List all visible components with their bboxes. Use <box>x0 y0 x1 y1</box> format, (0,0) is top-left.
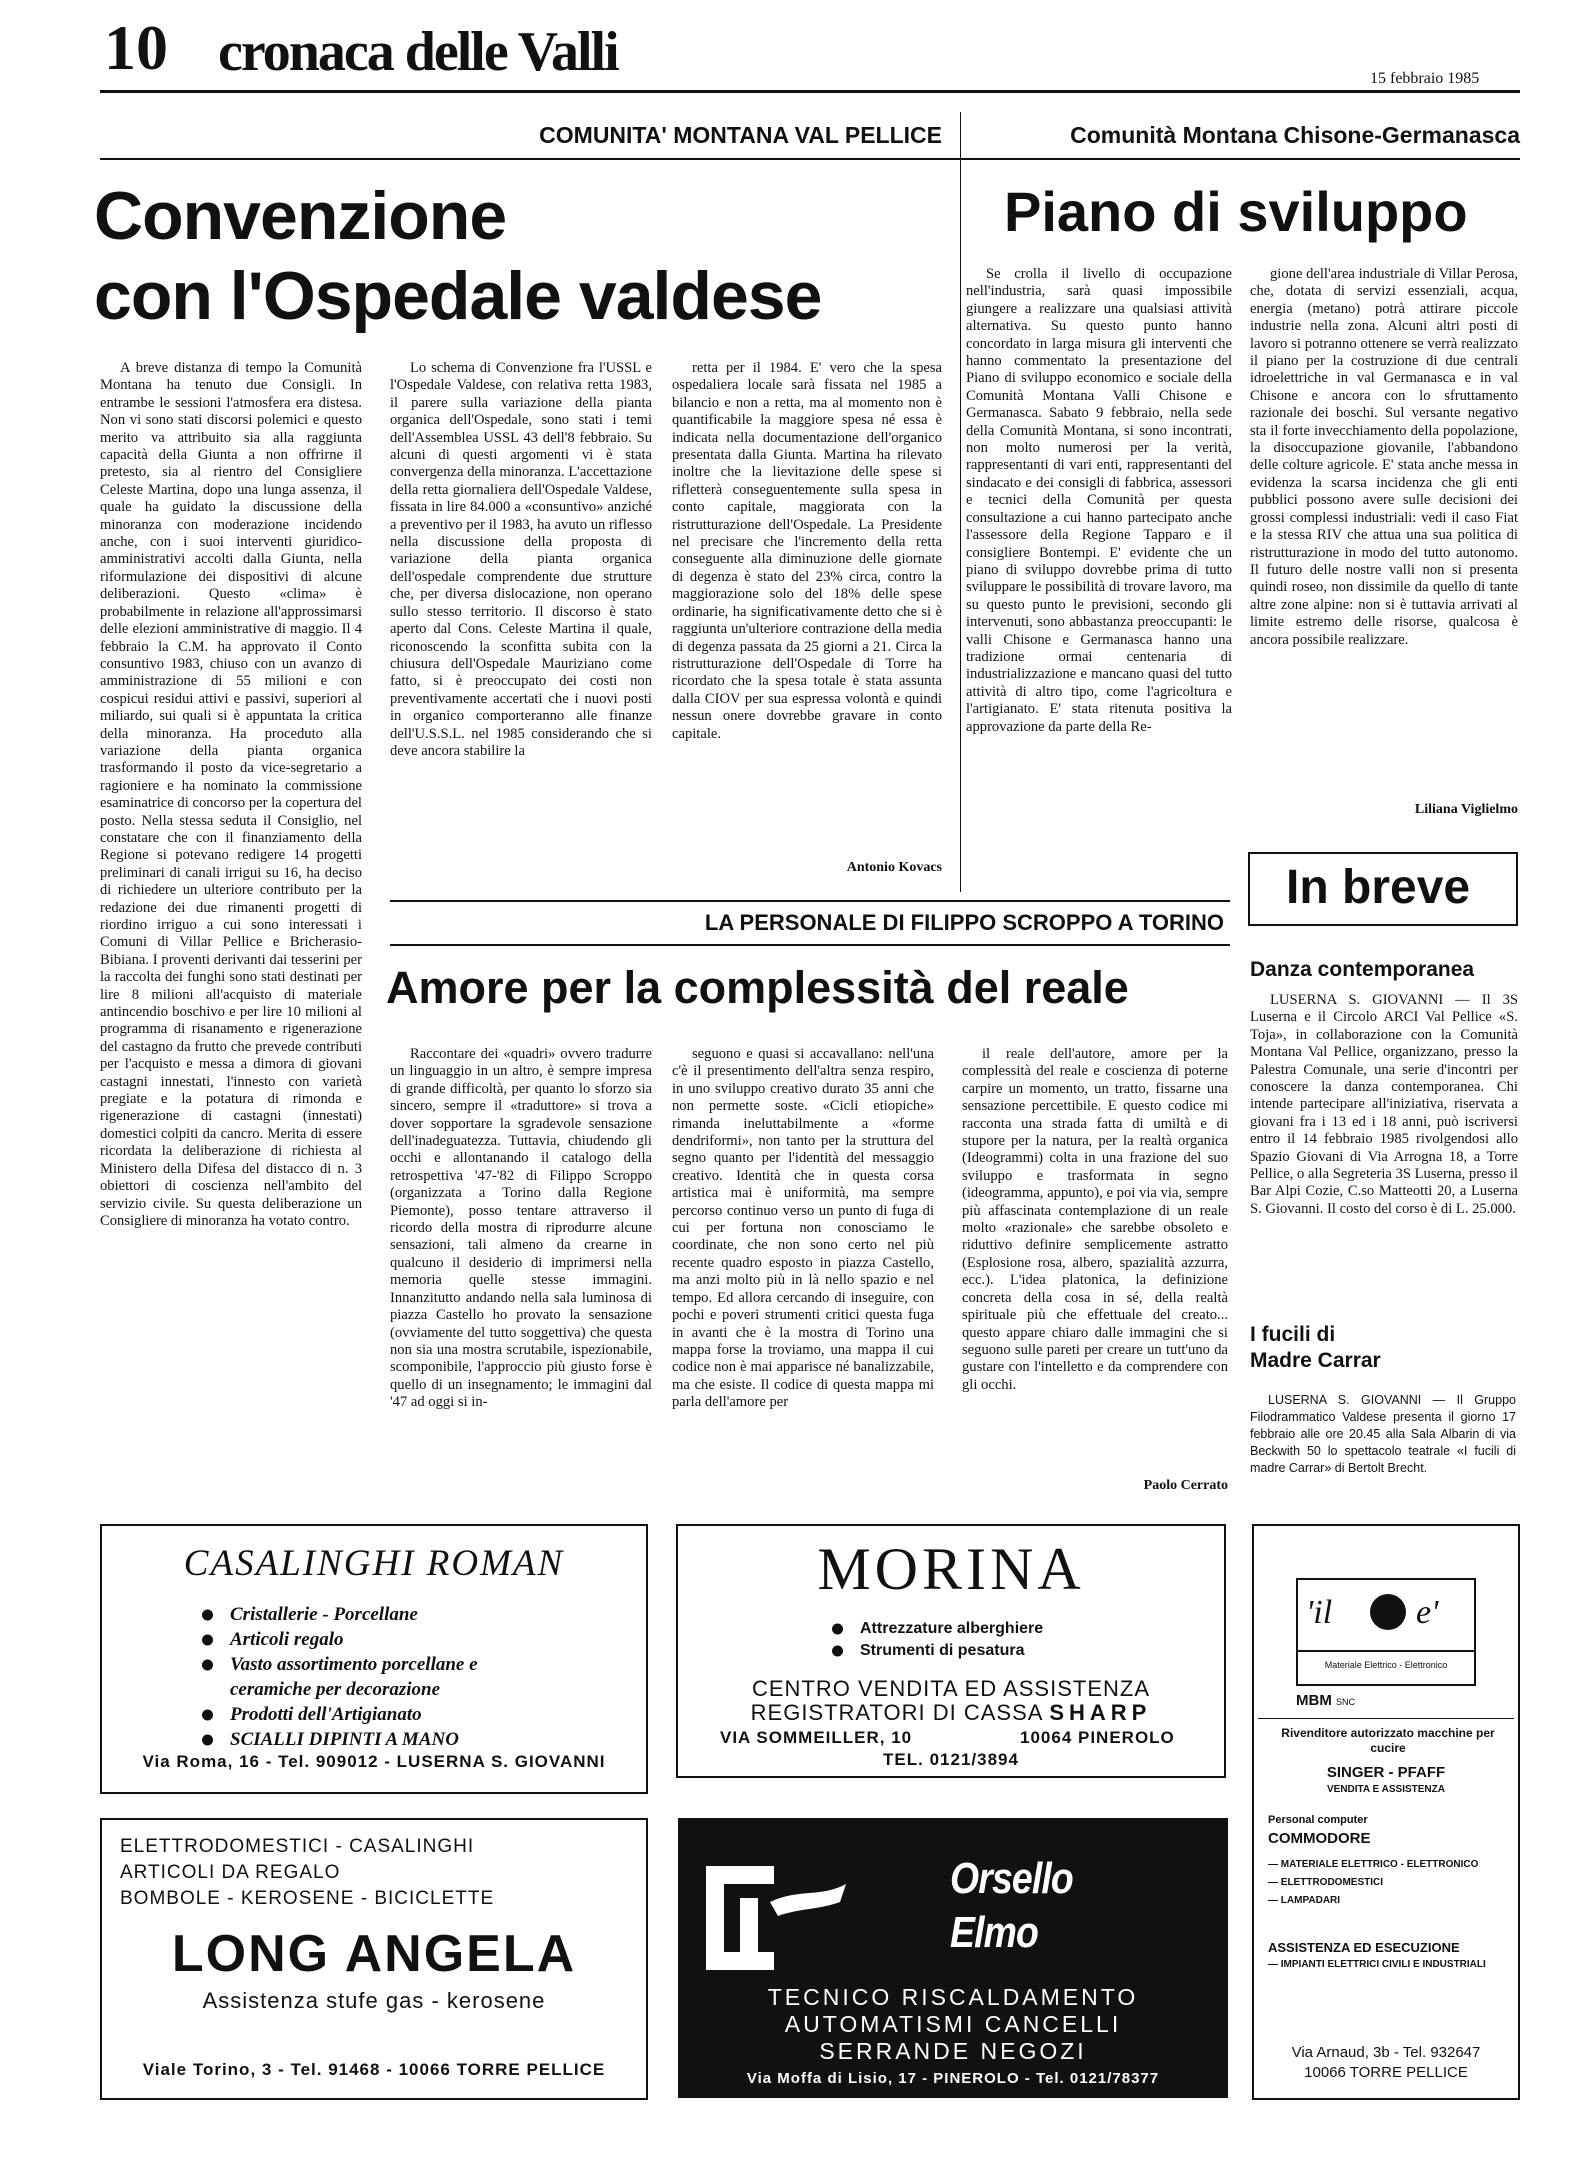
article3-col1-text: Raccontare dei «quadri» ovvero tradurre un linguaggio in un altro, è sempre impresa di grande difficoltà, per quanto lo sforzo sia sincero, sempre il «traduttore» si trova a dover sopportare la sgradevole sensazione dell'inadeguatezza. Tuttavia, chiudendo gli occhi e allontanando il catalogo della retrospettiva '47-'82 di Filippo Scroppo (organizzata a Torino dalla Regione Piemonte), posso tentare attraverso il ricordo della mostra di riprodurre alcune sensazioni, tali almeno da crearne in qualcuno il desiderio di imprimersi nella memoria quelle stesse immagini. Innanzitutto andando nella sala luminosa di piazza Castello ho provato la sensazione (ovviamente del tutto soggettiva) che questa non sia una mostra scrutabile, ispezionabile, scomponibile, l'approccio più giusto forse è quello di un insegnamento; le immagini dal '47 ad oggi si in- <box>390 1046 652 1411</box>
issue-date: 15 febbraio 1985 <box>1370 70 1480 87</box>
article3-col2-text: seguono e quasi si accavallano: nell'una c'è il presentimento dell'altra senza respiro, in uno sviluppo creativo durato 35 anni che non permette soste. «Cicli etiopiche» rimanda ineluttabilmente a «forme dendriformi», non tanto per la struttura del segno quanto per l'identità del messaggio creativo. Identità che in questa corsa artistica mai è uniformità, ma sempre percorso continuo verso un punto di fuga di cui per fortuna non conosciamo le coordinate, che non sono certo nel più recente quadro esposto in piazza Castello, ma anzi molto più in là nello spazio e nel tempo. Ed allora cercando di inseguire, con pochi e poveri strumenti critici questa fuga in avanti che è la mostra di Torino una mappa forse la troviamo, una mappa il cui codice non è mai apparisce né banalizzabile, ma che esiste. Il codice di questa mappa mi parla dell'amore per <box>672 1046 934 1411</box>
ad-morina-items <box>828 1618 1043 1662</box>
ad-casalinghi-item: Prodotti dell'Artigianato <box>198 1702 478 1727</box>
article1-headline-line1: Convenzione <box>94 178 507 254</box>
ad-casalinghi-item: Articoli regalo <box>198 1627 478 1652</box>
orsello-logo-icon <box>700 1858 850 1978</box>
ad-ile-pc-label: Personal computer <box>1268 1814 1368 1826</box>
ad-ile-singer: SINGER - PFAFF <box>1326 1764 1446 1781</box>
ad-orsello-name2: Elmo <box>950 1908 1039 1957</box>
ad-morina-sharp: SHARP <box>1049 1700 1152 1725</box>
article1-headline-line2: con l'Ospedale valdese <box>94 258 822 334</box>
ad-ile-logo-rule <box>1298 1650 1474 1652</box>
ad-casalinghi-item-cont: ceramiche per decorazione <box>230 1679 441 1700</box>
in-breve-item2-text: LUSERNA S. GIOVANNI — Il Gruppo Filodrammatico Valdese presenta il giorno 17 febbraio alle ore 20.45 alla Sala Albarin di via Beckwith 50 lo spettacolo teatrale «I fucili di madre Carrar» di Bertolt Brecht. <box>1250 1393 1516 1475</box>
ad-longangela-address: Viale Torino, 3 - Tel. 91468 - 10066 TORRE PELLICE <box>142 2060 606 2079</box>
article2-col2 <box>1250 266 1518 786</box>
kicker-rule <box>100 158 1520 160</box>
ad-casalinghi-items <box>198 1602 478 1752</box>
ad-orsello-line1: TECNICO RISCALDAMENTO <box>767 1984 1139 2010</box>
ad-ile-logo <box>1296 1578 1476 1686</box>
article3-author: Paolo Cerrato <box>1143 1478 1228 1493</box>
ad-ile-list-item: — ELETTRODOMESTICI <box>1268 1877 1384 1888</box>
ad-ile-brand-name: MBM <box>1296 1692 1332 1709</box>
ad-orsello-line2: AUTOMATISMI CANCELLI <box>784 2011 1122 2037</box>
ad-ile-list-text: MATERIALE ELETTRICO - ELETTRONICO <box>1280 1859 1479 1870</box>
ad-morina-title: MORINA <box>817 1536 1085 1602</box>
ad-orsello-logo <box>700 1858 850 1978</box>
ad-orsello-address: Via Moffa di Lisio, 17 - PINEROLO - Tel. 0121/78377 <box>746 2070 1160 2087</box>
article2-headline: Piano di sviluppo <box>1004 180 1468 243</box>
ad-morina-line2 <box>678 1700 1224 1726</box>
ad-ile-logo-right: e' <box>1416 1594 1439 1631</box>
ad-ile-logo-sub: Materiale Elettrico - Elettronico <box>1324 1660 1448 1670</box>
article1-col1-text: A breve distanza di tempo la Comunità Montana ha tenuto due Consigli. In entrambe le sessioni l'atmosfera era distesa. Non vi sono stati discorsi polemici e questo merito va attribuito sia alla raggiunta capacità della Giunta a non offrirne il pretesto, sia al rientro del Consigliere Celeste Martina, dopo una lunga assenza, il quale ha guidato la discussione della minoranza con moderazione incidendo anche, con i suoi interventi giuridico-amministrativi accolti dalla Giunta, nella riformulazione dei dispositivi di alcune deliberazioni. Questo «clima» è probabilmente in relazione all'approssimarsi delle elezioni amministrative di maggio. Il 4 febbraio la C.M. ha approvato il Conto consuntivo 1983, chiuso con un avanzo di amministrazione di 55 milioni e con cospicui residui attivi e passivi, superiori al miliardo, sui quali si è appuntata la critica della minoranza. Ha proceduto alla variazione della pianta organica trasformando il posto da vice-segretario a ragioniere e ha nominato la commissione esaminatrice di concorso per la copertura del posto. Nella stessa seduta il Consiglio, nel constatare che con il finanziamento della Regione si potevano redigere 14 progetti preliminari di canali irrigui su 16, ha deciso di richiedere un ulteriore contributo per la redazione dei due rimanenti progetti di riordino irriguo a cui sono interessati i Comuni di Villar Pellice e Bricherasio-Bibiana. I proventi derivanti dai tesserini per la raccolta dei funghi sono stati destinati per lire 8 milioni all'acquisto di materiale antincendio boschivo e per lire 10 milioni al programma di risanamento e rigenerazione del castagno da frutto che prevede contributi per l'acquisto e messa a dimora di giovani castagni innestati, l'innesto con varietà pregiate e la potatura di rimonda e rigenerazione di castagni (innestati) domestici colpiti da cancro. Merita di essere ricordata la deliberazione di richiesta al Ministero della Difesa del distacco di n. 3 obiettori di coscienza nell'ambito del servizio civile. Su questa deliberazione un Consigliere di minoranza ha votato contro. <box>100 360 362 1229</box>
section-title: cronaca delle Valli <box>218 21 618 83</box>
ad-il-e <box>1252 1524 1520 2100</box>
ad-morina-line2-text: REGISTRATORI DI CASSA <box>750 1700 1050 1725</box>
in-breve-box <box>1248 852 1518 926</box>
ad-longangela-tagline: Assistenza stufe gas - kerosene <box>202 1988 546 2013</box>
left-section-kicker: COMUNITA' MONTANA VAL PELLICE <box>539 122 942 148</box>
ad-ile-list <box>1268 1856 1508 1910</box>
article2-col2-text: gione dell'area industriale di Villar Perosa, che, dotata di servizi essenziali, acqua, energia (metano) potrà attirare piccole industrie nella zona. Alcuni altri posti di lavoro si potranno ottenere se verrà realizzato il piano per la costruzione di due centrali idroelettriche in val Germanasca e in val Chisone e ancora con lo sfruttamento razionale dei boschi. Sul versante negativo sta il forte invecchiamento della popolazione, la disoccupazione giovanile, l'abbandono delle colture agricole. E' stata anche messa in evidenza la scarsa incidenza che gli enti pubblici possono avere sulle decisioni dei grossi complessi industriali: vedi il caso Fiat e la stessa RIV che attua una sua politica di ristrutturazione in modo del tutto autonomo. Il futuro delle nostre valli non si presenta quindi roseo, non dissimile da quello di tante altre zone alpine: non si è tuttavia arrivati al limite estremo delle risorse, qualcosa è ancora possibile realizzare. <box>1250 266 1518 648</box>
ad-ile-list-text: ELETTRODOMESTICI <box>1280 1877 1384 1888</box>
ad-orsello-line3: SERRANDE NEGOZI <box>819 2038 1087 2064</box>
ad-casalinghi-address: Via Roma, 16 - Tel. 909012 - LUSERNA S. GIOVANNI <box>142 1752 606 1771</box>
ad-ile-list-item: — LAMPADARI <box>1268 1895 1341 1906</box>
ad-orsello-name1: Orsello <box>950 1854 1073 1903</box>
ad-ile-brand-suffix: SNC <box>1336 1697 1356 1707</box>
ad-casalinghi-item: Cristallerie - Porcellane <box>198 1602 478 1627</box>
in-breve-item1 <box>1250 992 1518 1292</box>
ad-morina-line1: CENTRO VENDITA ED ASSISTENZA <box>752 1676 1150 1701</box>
ad-casalinghi-title: CASALINGHI ROMAN <box>183 1543 565 1584</box>
article3-kicker-rule <box>390 944 1230 946</box>
in-breve-item1-text: LUSERNA S. GIOVANNI — Il 3S Luserna e il Circolo ARCI Val Pellice «S. Toja», in collaborazione con la Comunità Montana Val Pellice, organizzano, presso la Palestra Comunale, una serie d'incontri per conoscere la danza contemporanea. Chi intende partecipare all'iniziativa, riservata a giovani fra i 13 ed i 18 anni, può iscriversi entro il 14 febbraio 1985 rivolgendosi allo Spazio Giovani di Via Arrogna 18, a Torre Pellice, o alla Segreteria 3S Luserna, presso il Bar Alpi Cozie, C.so Matteotti 20, a Luserna S. Giovanni. Il costo del corso è di L. 25.000. <box>1250 992 1518 1217</box>
article3-top-rule <box>390 900 1230 902</box>
article3-col3-text: il reale dell'autore, amore per la complessità del reale e coscienza di poterne carpire un momento, un tratto, fissarne una sensazione percettibile. E questo codice mi racconta una strada fatta di umiltà e di stupore per la natura, per la realtà organica (Ideogrammi) colta in una frazione del suo sviluppo e trasformata in segno (ideogramma, appunto), e poi via via, sempre più affascinata contemplazione di un reale molto «razionale» che sarebbe obsoleto e riduttivo definire semplicemente astratto (Esplosione rosa, albero, spazialità azzurra, ecc.). L'idea platonica, la definizione concreta della cosa in sé, della realtà spirituale più che effettuale del creato... questo appare chiaro dalle immagini che si seguono sulle pareti per creare un tutt'uno da gustare con l'intelletto e da comprendere con gli occhi. <box>962 1046 1228 1393</box>
ad-morina-item: Attrezzature alberghiere <box>828 1618 1043 1640</box>
ad-casalinghi-roman <box>100 1524 648 1794</box>
ad-longangela-line1: ELETTRODOMESTICI - CASALINGHI <box>120 1836 475 1857</box>
page-number: 10 <box>104 12 168 83</box>
article1-col2 <box>390 360 652 880</box>
ad-ile-logo-left: 'il <box>1306 1594 1333 1631</box>
ad-longangela-line2: ARTICOLI DA REGALO <box>120 1862 341 1883</box>
in-breve-item2-title <box>1250 1322 1520 1374</box>
ad-longangela-line3: BOMBOLE - KEROSENE - BICICLETTE <box>120 1888 495 1909</box>
column-divider <box>960 112 961 892</box>
ad-ile-brand <box>1296 1692 1355 1709</box>
ad-long-angela <box>100 1818 648 2100</box>
article3-col1 <box>390 1046 652 1502</box>
in-breve-item2 <box>1250 1392 1516 1512</box>
masthead-rule <box>100 90 1520 93</box>
right-section-kicker: Comunità Montana Chisone-Germanasca <box>1070 122 1520 148</box>
ad-ile-dot-icon <box>1370 1594 1406 1630</box>
ad-ile-list-item: — MATERIALE ELETTRICO - ELETTRONICO <box>1268 1859 1479 1870</box>
in-breve-item1-title: Danza contemporanea <box>1250 958 1475 981</box>
ad-ile-list-text: LAMPADARI <box>1280 1895 1341 1906</box>
ad-morina <box>676 1524 1226 1778</box>
ad-morina-city: 10064 PINEROLO <box>1020 1728 1175 1747</box>
ad-ile-singer-sub: VENDITA E ASSISTENZA <box>1327 1784 1445 1795</box>
ad-ile-assist-sub: — IMPIANTI ELETTRICI CIVILI E INDUSTRIALI <box>1268 1959 1486 1970</box>
ad-morina-address: VIA SOMMEILLER, 10 <box>720 1728 913 1747</box>
in-breve-item2-title-line2: Madre Carrar <box>1250 1349 1381 1372</box>
ad-longangela-name: LONG ANGELA <box>171 1925 577 1983</box>
ad-ile-pc-brand: COMMODORE <box>1268 1830 1371 1847</box>
article2-col1 <box>966 266 1232 886</box>
article2-col1-text: Se crolla il livello di occupazione nell'industria, sarà quasi impossibile giungere a realizzare una qualsiasi attività alternativa. Su questo punto hanno concordato in larga misura gli interventi che hanno commentato la presentazione del Piano di sviluppo economico e sociale della Comunità Montana Valli Chisone e Germanasca. Sabato 9 febbraio, nella sede della Comunità Montana, si sono incontrati, non molto numerosi per la verità, rappresentanti di vari enti, rappresentanti del sindacato e dei consigli di fabbrica, assessori e tecnici della Comunità per questa consultazione a cui hanno partecipato anche l'assessore della Regione Tapparo e il consigliere Bontempi. E' evidente che un piano di sviluppo dovrebbe prima di tutto sviluppare le possibilità di trovare lavoro, ma su questo punto le previsioni, secondo gli intervenuti, sono abbastanza preoccupanti: le valli Chisone e Germanasca hanno una tradizione ormai centenaria di industrializzazione e mancano quasi del tutto attività di altro tipo, come l'agricoltura e l'artigianato. E' stata ritenuta positiva la approvazione da parte della Re- <box>966 266 1232 735</box>
article3-headline: Amore per la complessità del reale <box>386 962 1129 1013</box>
ad-ile-assist: ASSISTENZA ED ESECUZIONE <box>1268 1940 1460 1955</box>
ad-ile-address1: Via Arnaud, 3b - Tel. 932647 <box>1291 2044 1481 2061</box>
ad-ile-line1: Rivenditore autorizzato macchine per cucire <box>1281 1726 1495 1755</box>
article1-col3 <box>672 360 942 860</box>
article1-author: Antonio Kovacs <box>846 860 942 875</box>
article1-col1 <box>100 360 362 1240</box>
in-breve-item2-title-line1: I fucili di <box>1250 1323 1336 1346</box>
ad-ile-address2: 10066 TORRE PELLICE <box>1304 2064 1468 2081</box>
ad-orsello-elmo <box>678 1818 1228 2098</box>
ad-ile-assist-sub-text: IMPIANTI ELETTRICI CIVILI E INDUSTRIALI <box>1280 1959 1486 1970</box>
article2-author: Liliana Viglielmo <box>1414 802 1518 817</box>
article3-col2 <box>672 1046 934 1502</box>
ad-morina-item: Strumenti di pesatura <box>828 1640 1043 1662</box>
in-breve-title: In breve <box>1286 861 1471 914</box>
article3-col3 <box>962 1046 1228 1476</box>
ad-casalinghi-item: SCIALLI DIPINTI A MANO <box>198 1727 478 1752</box>
article1-col2-text: Lo schema di Convenzione fra l'USSL e l'Ospedale Valdese, con relativa retta 1983, il parere sulla variazione della pianta organica dell'Ospedale, sono stati i temi dell'Assemblea USSL 43 dell'8 febbraio. Su alcuni di questi argomenti vi è stata convergenza della minoranza. L'accettazione della retta giornaliera dell'Ospedale Valdese, fissata in lire 84.000 a «consuntivo» anziché a preventivo per il 1983, ha avuto un riflesso nella discussione della proposta di variazione della pianta organica dell'ospedale comprendente due strutture che, per diversa dislocazione, non operano sullo stesso territorio. Il discorso è stato aperto dal Cons. Celeste Martina il quale, riconoscendo la sconfitta subita con la chiusura dell'Ospedale Mauriziano come fatto, si è preoccupato dei costi non preventivamente accertati che i nuovi posti in organico comporteranno alle finanze dell'U.S.S.L. nel 1985 considerando che si deve ancora stabilire la <box>390 360 652 759</box>
ad-casalinghi-item: Vasto assortimento porcellane e <box>198 1652 478 1677</box>
article3-kicker: LA PERSONALE DI FILIPPO SCROPPO A TORINO <box>704 910 1224 935</box>
article1-headline <box>94 176 821 336</box>
article1-col3-text: retta per il 1984. E' vero che la spesa ospedaliera locale sarà fissata nel 1985 a bilancio e non a retta, ma al momento non è quantificabile la maggiore spesa né essa è indicata nella documentazione dell'organico presentata dalla Giunta. Martina ha rilevato inoltre che la lievitazione delle spese si rifletterà conseguentemente sulla spesa in conto capitale, maggiorata con la ristrutturazione dell'Ospedale. La Presidente nel precisare che l'incremento della retta conseguente alla diminuzione delle giornate di degenza è stato del 23% circa, contro la maggiorazione solo del 18% delle spese ordinarie, ha significativamente detto che si è raggiunta un'ulteriore contrazione della media di degenza passata da 25 giorni a 21. Circa la ristrutturazione dell'Ospedale di Torre ha ricordato che la spesa totale è stata assunta dalla CIOV per sua espressa volontà e quindi nessun onere dovrebbe gravare in conto capitale. <box>672 360 942 742</box>
ad-morina-tel: TEL. 0121/3894 <box>883 1750 1019 1769</box>
ad-ile-rule <box>1258 1718 1514 1719</box>
